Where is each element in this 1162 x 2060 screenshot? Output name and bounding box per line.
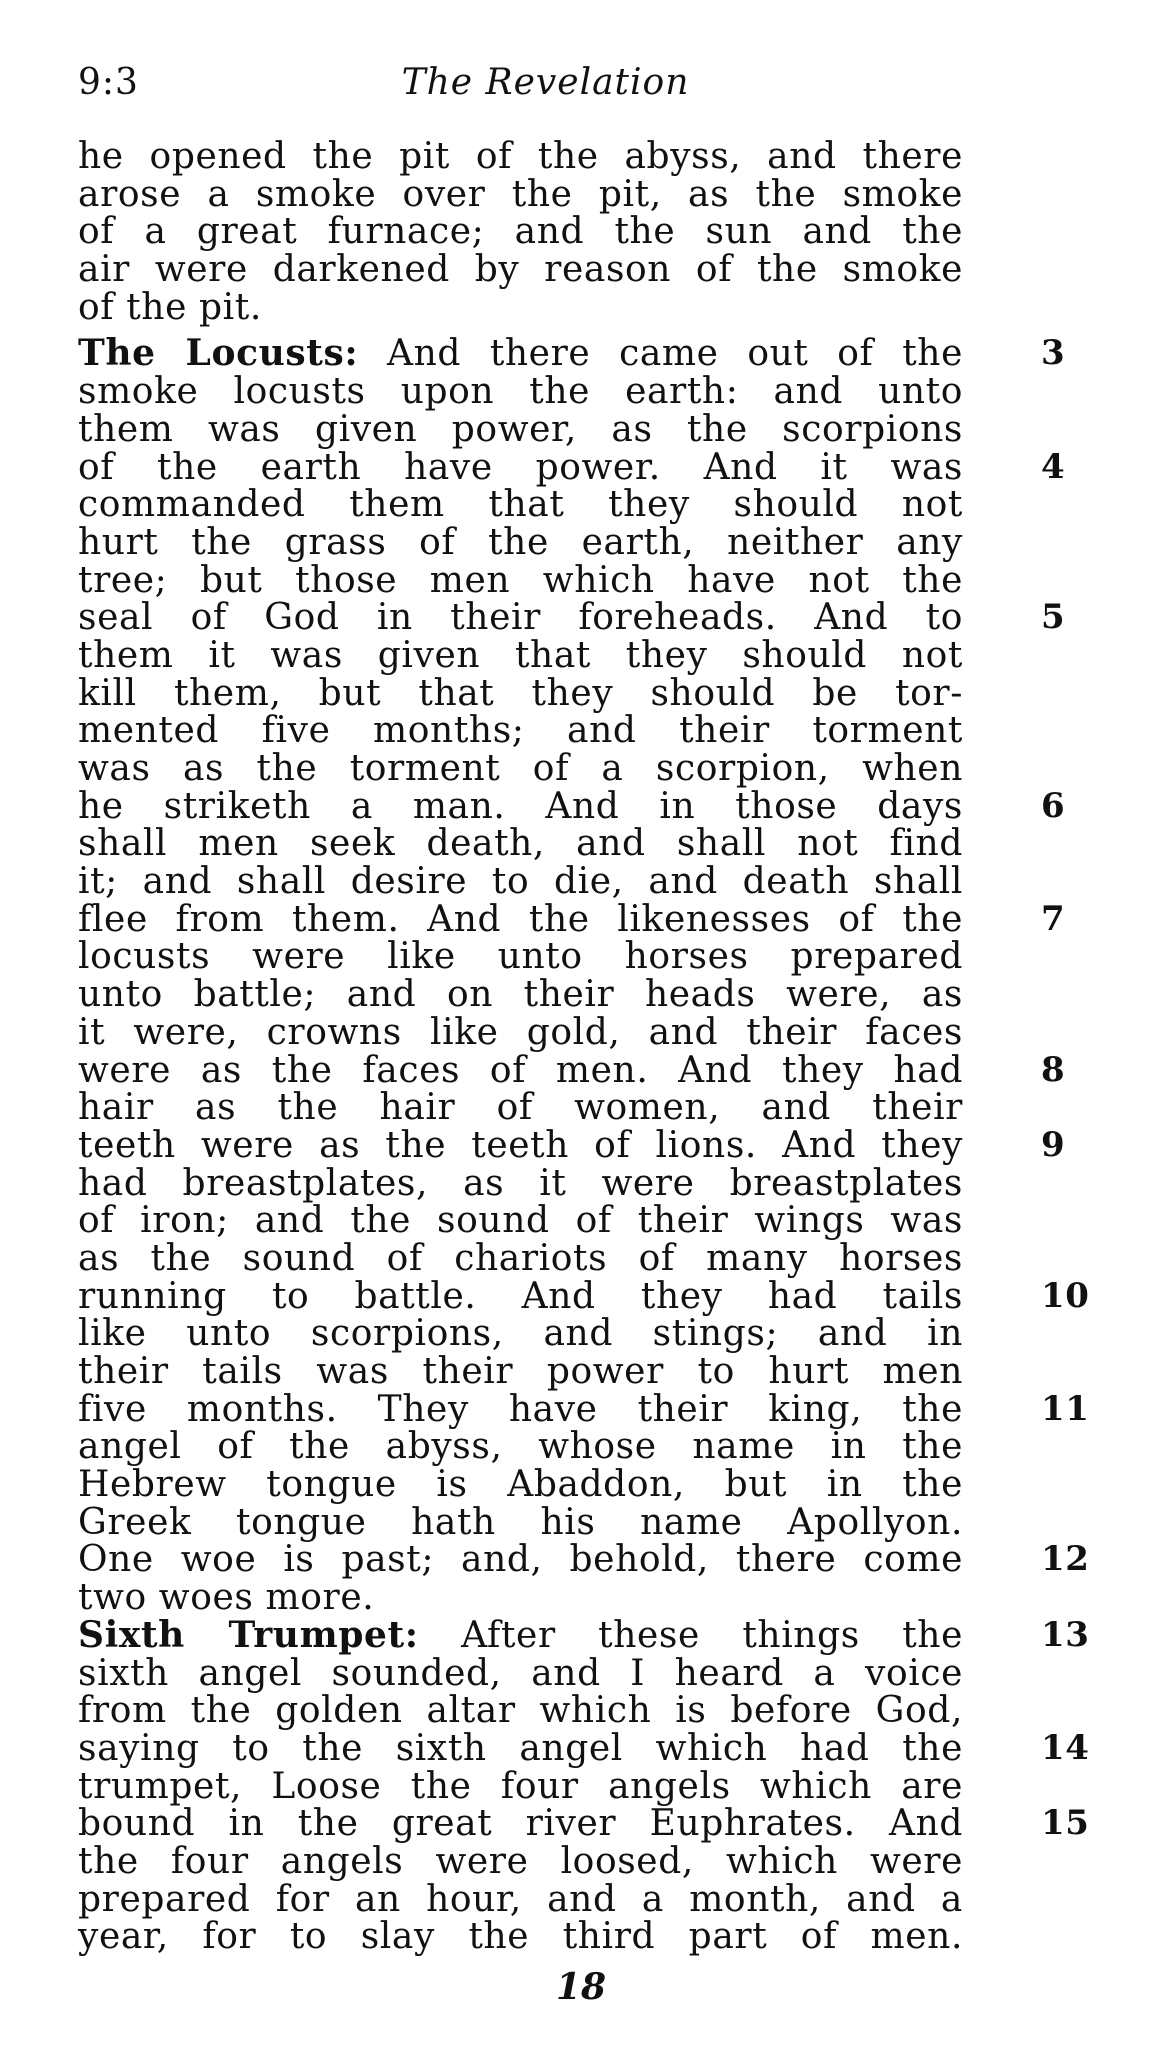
- text-line: [78, 597, 1066, 639]
- text-line: [78, 1539, 1090, 1581]
- text-line: [78, 863, 963, 901]
- section-heading: Sixth Trumpet:: [78, 1613, 419, 1656]
- text-line: [78, 213, 963, 251]
- line-text: as the sound of chariots of many horses: [78, 1237, 963, 1279]
- verse-number: 11: [1041, 1388, 1090, 1429]
- text-line: [78, 1727, 1090, 1769]
- line-text: arose a smoke over the pit, as the smoke: [78, 173, 963, 215]
- text-line: [78, 1049, 1066, 1091]
- line-text: of iron; and the sound of their wings was: [78, 1200, 963, 1242]
- line-text: air were darkened by reason of the smoke: [78, 249, 963, 291]
- text-line: [78, 1428, 963, 1466]
- running-title: The Revelation: [401, 62, 690, 103]
- text-line: [78, 898, 1066, 940]
- line-text: like unto scorpions, and stings; and in: [78, 1313, 963, 1355]
- text-line: [78, 750, 963, 788]
- text-line: [78, 408, 963, 450]
- line-text: he opened the pit of the abyss, and there: [78, 136, 963, 177]
- line-text: running to battle. And they had tails: [78, 1275, 963, 1317]
- text-line: [78, 1011, 963, 1053]
- line-text: prepared for an hour, and a month, and a: [78, 1878, 963, 1920]
- line-text: two woes more.: [78, 1577, 375, 1619]
- verse-number: 3: [1041, 333, 1066, 374]
- text-line: [78, 634, 963, 676]
- text-line: [78, 1878, 963, 1920]
- text-line: [78, 1803, 1090, 1845]
- text-line: [78, 1765, 963, 1807]
- line-text: smoke locusts upon the earth: and unto: [78, 371, 963, 413]
- text-line: [78, 332, 1066, 375]
- line-text: locusts were like unto horses prepared: [78, 936, 963, 978]
- line-text: bound in the great river Euphrates. And: [78, 1803, 963, 1845]
- line-text: After these things the: [418, 1614, 963, 1656]
- verse-number: 13: [1041, 1614, 1090, 1655]
- line-text: it; and shall desire to die, and death shall: [78, 861, 963, 903]
- line-text: sixth angel sounded, and I heard a voice: [78, 1652, 963, 1694]
- text-line: [78, 712, 963, 750]
- text-line: [78, 173, 963, 215]
- text-line: [78, 373, 963, 411]
- page-number: 18: [555, 1966, 607, 2008]
- text-line: [78, 1315, 963, 1353]
- text-line: [78, 1840, 963, 1882]
- text-line: [78, 521, 963, 563]
- line-text: hurt the grass of the earth, neither any: [78, 521, 963, 563]
- line-text: them it was given that they should not: [78, 634, 963, 676]
- line-text: kill them, but that they should be tor-: [78, 672, 963, 714]
- line-text: seal of God in their foreheads. And to: [78, 597, 963, 639]
- line-text: Greek tongue hath his name Apollyon.: [78, 1501, 963, 1543]
- verse-number: 6: [1041, 785, 1066, 826]
- verse-number: 15: [1041, 1803, 1090, 1844]
- line-text: Hebrew tongue is Abaddon, but in the: [78, 1464, 963, 1506]
- line-text: mented five months; and their torment: [78, 710, 963, 752]
- line-text: tree; but those men which have not the: [78, 559, 963, 601]
- text-line: [78, 976, 963, 1014]
- text-line: [78, 138, 963, 176]
- text-line: [78, 1202, 963, 1240]
- line-text: commanded them that they should not: [78, 484, 963, 526]
- text-line: [78, 486, 963, 524]
- text-line: [78, 825, 963, 863]
- verse-number: 8: [1041, 1049, 1066, 1090]
- line-text: from the golden altar which is before God,: [78, 1690, 963, 1732]
- verse-number: 9: [1041, 1124, 1066, 1165]
- line-text: hair as the hair of women, and their: [78, 1087, 963, 1129]
- text-line: [78, 559, 963, 601]
- line-text: their tails was their power to hurt men: [78, 1351, 963, 1392]
- line-text: year, for to slay the third part of men.: [78, 1916, 963, 1958]
- text-line: [78, 785, 1066, 827]
- section-heading: The Locusts:: [78, 332, 359, 375]
- scripture-text: [78, 136, 1090, 1958]
- line-text: of the earth have power. And it was: [78, 446, 963, 488]
- line-text: trumpet, Loose the four angels which are: [78, 1765, 963, 1807]
- line-text: One woe is past; and, behold, there come: [78, 1539, 963, 1581]
- text-line: [78, 1918, 963, 1956]
- text-line: [78, 1501, 963, 1543]
- line-text: shall men seek death, and shall not find: [78, 823, 963, 865]
- text-line: [78, 1124, 1066, 1166]
- verse-number: 5: [1041, 597, 1066, 638]
- verse-number: 14: [1041, 1727, 1090, 1768]
- line-text: of a great furnace; and the sun and the: [78, 211, 963, 253]
- line-text: And there came out of the: [358, 333, 963, 375]
- text-line: [78, 1388, 1090, 1430]
- text-line: [78, 1652, 963, 1694]
- chapter-verse-reference: 9:3: [78, 62, 139, 103]
- text-line: [78, 286, 963, 328]
- line-text: of the pit.: [78, 286, 262, 328]
- text-line: [78, 1089, 963, 1127]
- verse-number: 10: [1041, 1275, 1090, 1316]
- verse-number: 12: [1041, 1539, 1090, 1580]
- text-line: [78, 446, 1066, 488]
- text-line: [78, 1237, 963, 1279]
- line-text: flee from them. And the likenesses of the: [78, 898, 963, 940]
- line-text: them was given power, as the scorpions: [78, 408, 963, 450]
- line-text: angel of the abyss, whose name in the: [78, 1426, 963, 1468]
- text-line: [78, 1162, 963, 1204]
- text-line: [78, 1353, 963, 1391]
- line-text: were as the faces of men. And they had: [78, 1049, 963, 1091]
- line-text: it were, crowns like gold, and their faces: [78, 1011, 963, 1053]
- text-line: [78, 1613, 1090, 1656]
- text-line: [78, 672, 963, 714]
- line-text: saying to the sixth angel which had the: [78, 1727, 963, 1769]
- line-text: teeth were as the teeth of lions. And they: [78, 1124, 963, 1166]
- text-line: [78, 1692, 963, 1730]
- text-line: [78, 251, 963, 289]
- text-line: [78, 1275, 1090, 1317]
- line-text: he striketh a man. And in those days: [78, 785, 963, 827]
- line-text: had breastplates, as it were breastplates: [78, 1162, 963, 1204]
- line-text: was as the torment of a scorpion, when: [78, 748, 963, 789]
- line-text: the four angels were loosed, which were: [78, 1840, 963, 1882]
- running-header: [78, 62, 1013, 112]
- text-line: [78, 938, 963, 976]
- verse-number: 7: [1041, 898, 1066, 939]
- verse-number: 4: [1041, 446, 1066, 487]
- line-text: five months. They have their king, the: [78, 1388, 963, 1430]
- line-text: unto battle; and on their heads were, as: [78, 974, 963, 1016]
- text-line: [78, 1466, 963, 1504]
- text-line: [78, 1579, 963, 1617]
